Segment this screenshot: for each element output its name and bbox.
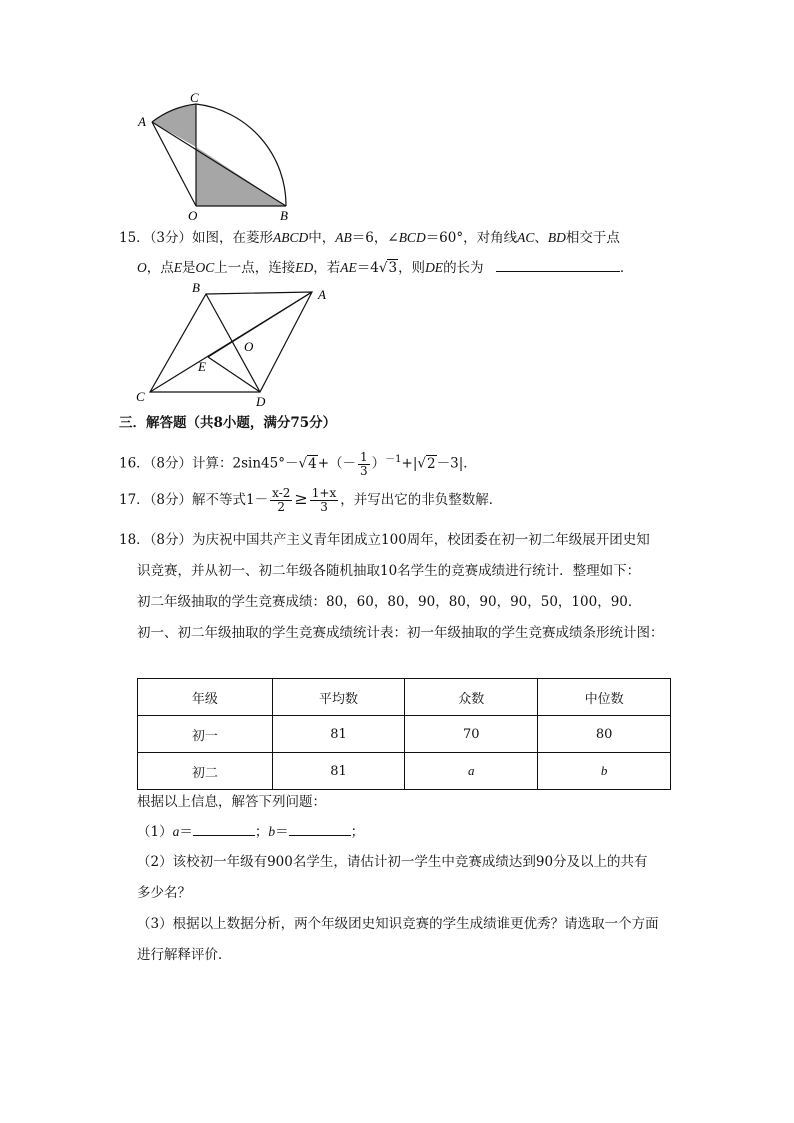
- q15-text: 、: [534, 230, 548, 246]
- ge-sign: ≥: [294, 489, 308, 508]
- q15-var: E: [173, 260, 182, 275]
- var-a: a: [172, 824, 180, 839]
- label-a: A: [138, 114, 146, 129]
- q15-text: 的长为: [443, 260, 484, 276]
- equals: ＝: [179, 824, 193, 840]
- q15-number: 15．: [119, 230, 150, 246]
- q15-var: AE: [340, 260, 357, 275]
- table-cell: 70: [405, 716, 538, 753]
- var-b: b: [268, 824, 276, 839]
- q15-text: 如图，在菱形: [192, 230, 274, 246]
- table-header: 年级: [138, 679, 273, 716]
- q15-text: 上一点，连接: [214, 260, 296, 276]
- q16-text: +|: [401, 455, 418, 472]
- label-d: D: [256, 394, 266, 409]
- segment-ae: [208, 292, 312, 357]
- q17-text: 解不等式1－: [192, 492, 269, 508]
- table-row: [138, 716, 671, 753]
- q15-text: ＝4: [356, 260, 379, 276]
- q16-text: －3|．: [436, 455, 477, 472]
- figure-q14: [130, 92, 300, 224]
- q15-var: ABCD: [273, 230, 309, 245]
- stats-table: [137, 678, 671, 790]
- q18-score: （8分）: [149, 532, 193, 548]
- q18-part1: [137, 821, 364, 842]
- q18-line3: 初二年级抽取的学生竞赛成绩：80，60，80，90，80，90，90，50，100，90．: [137, 594, 642, 610]
- fraction-1: [270, 487, 292, 514]
- frac-den: 3: [360, 463, 368, 478]
- label-c: C: [190, 92, 199, 105]
- q16-number: 16．: [119, 455, 150, 472]
- answer-blank-a[interactable]: [193, 821, 255, 836]
- q18-part3-line2: 进行解释评价．: [137, 947, 232, 963]
- frac-num: 1+x: [311, 486, 337, 500]
- q15-var: BD: [547, 230, 566, 245]
- table-cell: 初二: [138, 753, 273, 790]
- q18-part2-line2: 多少名？: [137, 885, 191, 901]
- answer-blank-b[interactable]: [289, 821, 351, 836]
- q16-text: ）: [371, 455, 386, 472]
- frac-num: 1: [360, 449, 368, 464]
- q15-var: O: [137, 260, 147, 275]
- label-o: O: [244, 339, 254, 354]
- q15-var: BCD: [398, 230, 426, 245]
- q18-info: 根据以上信息，解答下列问题：: [137, 794, 326, 810]
- table-cell: 初一: [138, 716, 273, 753]
- q15-var: AC: [517, 230, 535, 245]
- q16-text: +（－: [317, 455, 357, 472]
- separator: ；: [254, 824, 269, 840]
- table-cell: b: [538, 753, 671, 790]
- table-header: 平均数: [272, 679, 405, 716]
- q16: 16．（8分）计算：2sin45°－√4+（－ $\frac{1}{3}$ ）$^{-1}$+|√2－3|．: [119, 449, 477, 478]
- q15-text: ．: [619, 260, 634, 276]
- q15-text: ，则: [398, 260, 426, 276]
- separator: ；: [350, 824, 365, 840]
- fraction-one-third: [358, 451, 370, 478]
- q15-line1: [119, 228, 620, 248]
- q15-text: 相交于点: [565, 230, 620, 246]
- q15-score: （3分）: [149, 230, 193, 246]
- q15-text: ＝60°，对角线: [425, 230, 518, 246]
- q17-text: ，并写出它的非负整数解．: [340, 492, 503, 508]
- q17: [119, 484, 502, 515]
- table-cell: 81: [272, 753, 405, 790]
- q18-line1: [119, 530, 650, 550]
- table-cell: a: [405, 753, 538, 790]
- q15-var: DE: [425, 260, 444, 275]
- q15-var: OC: [195, 260, 215, 275]
- q18-number: 18．: [119, 532, 150, 548]
- sqrt-radicand: 2: [427, 455, 436, 472]
- sqrt-radicand: 3: [388, 260, 398, 276]
- q15-text: 是: [182, 260, 196, 276]
- q18-part2-line1: （2）该校初一年级有900名学生，请估计初一学生中竞赛成绩达到90分及以上的共有: [137, 854, 648, 870]
- q15-text: ＝6，∠: [351, 230, 399, 246]
- label-o: O: [188, 208, 198, 223]
- table-cell: 81: [272, 716, 405, 753]
- frac-den: 2: [277, 500, 286, 514]
- q15-var: ED: [295, 260, 314, 275]
- table-header: 众数: [405, 679, 538, 716]
- equals: ＝: [275, 824, 289, 840]
- q15-answer-blank[interactable]: [496, 257, 620, 272]
- q17-number: 17．: [119, 492, 150, 508]
- q18-line2: 识竞赛，并从初一、初二年级各随机抽取10名学生的竞赛成绩进行统计．整理如下：: [137, 563, 641, 579]
- section-title: 三．解答题（共8小题，满分75分）: [119, 415, 337, 431]
- q18-text: 为庆祝中国共产主义青年团成立100周年，校团委在初一初二年级展开团史知: [192, 532, 650, 548]
- frac-den: 3: [320, 500, 328, 514]
- q15-var: AB: [335, 230, 352, 245]
- table-header-row: [138, 679, 671, 716]
- q17-score: （8分）: [149, 492, 193, 508]
- label-c: C: [136, 389, 145, 404]
- label-e: E: [198, 359, 206, 374]
- label-a: A: [318, 287, 326, 302]
- q18-part3-line1: （3）根据以上数据分析，两个年级团史知识竞赛的学生成绩谁更优秀？请选取一个方面: [137, 916, 659, 932]
- table-cell: 80: [538, 716, 671, 753]
- label-b: B: [192, 280, 200, 295]
- exponent: －1: [385, 454, 402, 465]
- q15-text: ，点: [146, 260, 174, 276]
- q15-text: 中，: [308, 230, 336, 246]
- frac-num: x-2: [272, 486, 291, 500]
- table-row: [138, 753, 671, 790]
- q18-line4: 初一、初二年级抽取的学生竞赛成绩统计表：初一年级抽取的学生竞赛成绩条形统计图：: [137, 625, 664, 641]
- label-b: B: [280, 208, 288, 223]
- q16-score: （8分）: [149, 455, 193, 472]
- table-header: 中位数: [538, 679, 671, 716]
- sqrt-radicand: 4: [308, 455, 317, 472]
- q15-text: ，若: [313, 260, 341, 276]
- fraction-2: [310, 487, 338, 514]
- segment-ed: [208, 357, 260, 392]
- q15-line2: O，点E是OC上一点，连接ED，若AE＝4√3，则DE的长为 ．: [137, 257, 633, 278]
- part-number: （1）: [137, 824, 173, 840]
- q16-text: 计算：2sin45°－: [192, 455, 299, 472]
- figure-q15: [134, 280, 344, 410]
